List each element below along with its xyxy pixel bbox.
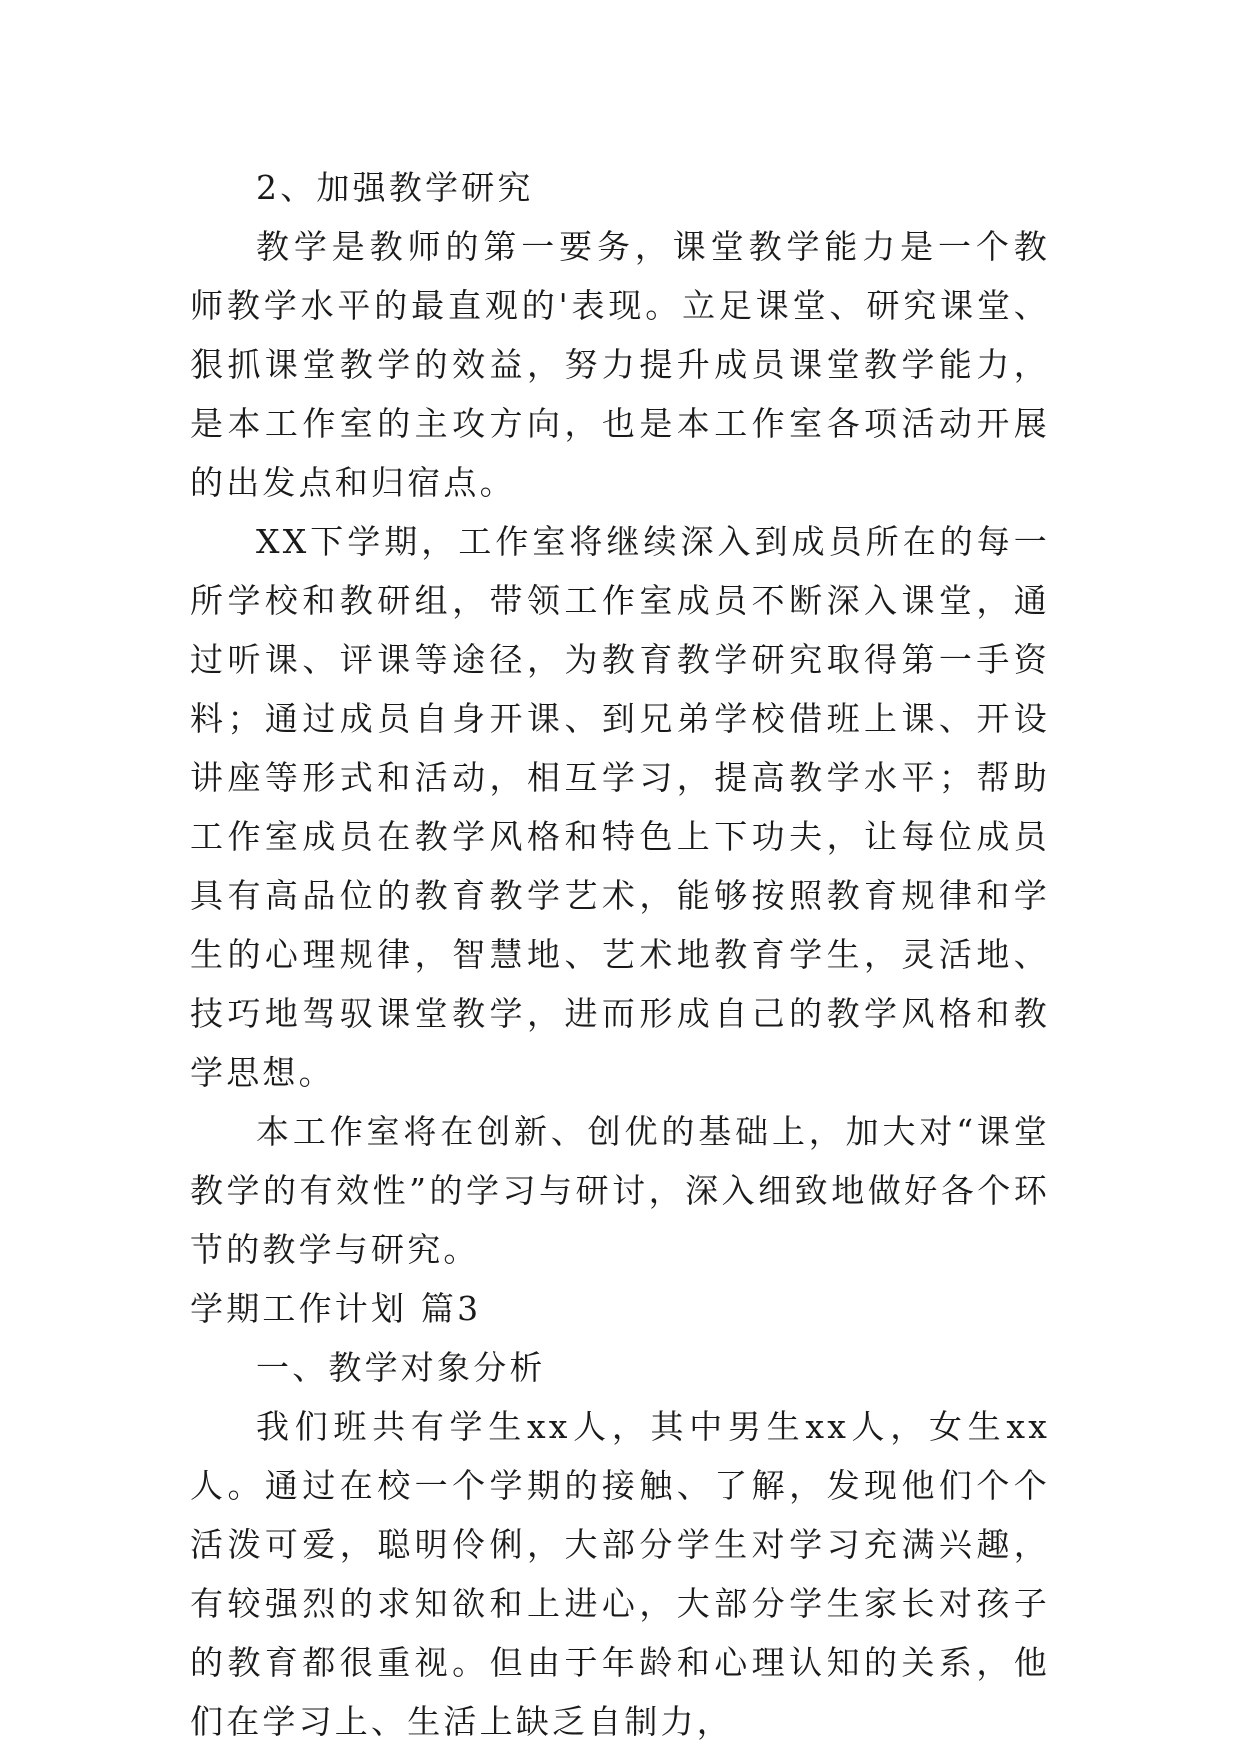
article-title: 学期工作计划 篇3 xyxy=(190,1289,482,1328)
paragraph: 本工作室将在创新、创优的基础上，加大对“课堂教学的有效性”的学习与研讨，深入细致地做好各个环节的教学与研究。 xyxy=(190,1112,1050,1269)
section-heading: 2、加强教学研究 xyxy=(256,168,534,207)
paragraph: 教学是教师的第一要务，课堂教学能力是一个教师教学水平的最直观的'表现。立足课堂、研究课堂、狠抓课堂教学的效益，努力提升成员课堂教学能力，是本工作室的主攻方向，也是本工作室各项活动开展的出发点和归宿点。 xyxy=(190,227,1050,502)
paragraph: 我们班共有学生xx人，其中男生xx人，女生xx人。通过在校一个学期的接触、了解，发现他们个个活泼可爱，聪明伶俐，大部分学生对学习充满兴趣，有较强烈的求知欲和上进心，大部分学生家长对孩子的教育都很重视。但由于年龄和心理认知的关系，他们在学习上、生活上缺乏自制力， xyxy=(190,1407,1050,1741)
document-body xyxy=(190,158,1050,1751)
paragraph: XX下学期，工作室将继续深入到成员所在的每一所学校和教研组，带领工作室成员不断深入课堂，通过听课、评课等途径，为教育教学研究取得第一手资料；通过成员自身开课、到兄弟学校借班上课、开设讲座等形式和活动，相互学习，提高教学水平；帮助工作室成员在教学风格和特色上下功夫，让每位成员具有高品位的教育教学艺术，能够按照教育规律和学生的心理规律，智慧地、艺术地教育学生，灵活地、技巧地驾驭课堂教学，进而形成自己的教学风格和教学思想。 xyxy=(190,522,1050,1092)
section-heading: 一、教学对象分析 xyxy=(256,1348,546,1387)
